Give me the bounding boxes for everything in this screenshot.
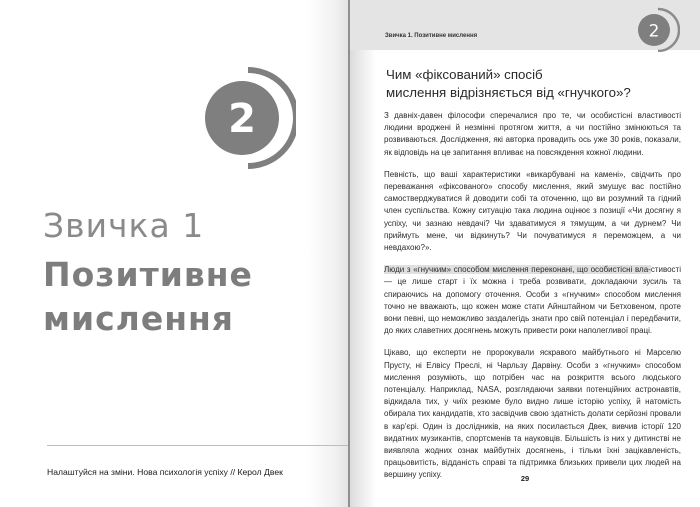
page-number: 29 bbox=[520, 474, 530, 483]
chapter-number-small-badge-icon bbox=[636, 6, 680, 52]
paragraph: З давніх-давен філософи сперечалися про те, чи особистісні властивості людини вроджені й незмінні протягом життя, а чи постійно змінюються та розвиваються. Дослідження, які авторка провадить ось уже 30 років, показали, як відповідь на це запитання впливає на повсякдення кожної людини. bbox=[384, 111, 681, 157]
paragraph: Певність, що ваші характеристики «викарбувані на камені», свідчить про переважання «фіксованого» способу мислення, який змушує вас постійно самостверджуватися й доводити собі та оточенню, що ви розумний та гідний член суспільства. Кожну ситуацію така людина оцінює з позиції «Чи досягну я успіху, чи зазнаю невдачі? Чи здаватимуся я тямущим, а чи дурнем? Чи приймуть мене, чи відкинуть? Чи почуватимуся я переможцем, а чи невдахою?». bbox=[384, 169, 681, 253]
highlighted-text[interactable]: Люди з «гнучким» способом мислення переконані, що особистісні вла- bbox=[384, 265, 651, 275]
section-title-line-2: мислення відрізняється від «гнучкого»? bbox=[386, 85, 631, 100]
chapter-title: Позитивне мислення bbox=[43, 255, 253, 338]
small-badge-number: 2 bbox=[648, 21, 660, 42]
running-header bbox=[350, 0, 700, 50]
divider bbox=[47, 445, 349, 446]
badge-number: 2 bbox=[228, 96, 256, 142]
body-text bbox=[384, 110, 681, 492]
section-title-line-1: Чим «фіксований» спосіб bbox=[386, 67, 543, 82]
chapter-kicker: Звичка 1 bbox=[43, 206, 205, 245]
section-title bbox=[386, 66, 686, 102]
right-page bbox=[350, 0, 700, 507]
paragraph-rest: стивості — це лише старт і їх можна і треба розвивати, докладаючи зусиль та спираючись на допомогу оточення. Особи з «гнучким» способом мислення точно не вважають, що кожен може стати Айнштайном чи Бетховеном, проте вони певні, що неможливо заздалегідь знати про свій потенціал і передбачити, до яких славетних досягнень можуть привести роки наполегливої праці. bbox=[384, 265, 681, 336]
book-credit: Налаштуйся на зміни. Нова психологія успіху // Керол Двек bbox=[47, 467, 283, 477]
highlighted-paragraph bbox=[384, 264, 681, 337]
left-page bbox=[0, 0, 349, 507]
chapter-number-badge-icon bbox=[202, 66, 296, 170]
running-header-text: Звичка 1. Позитивне мислення bbox=[385, 33, 478, 39]
paragraph: Цікаво, що експерти не пророкували яскравого майбутнього ні Марселю Прусту, ні Елвісу Преслі, ні Чарльзу Дарвіну. Особи з «гнучким» способом мислення розуміють, що потрібен час на розкриття всього людського потенціалу. Наприклад, NASA, розглядаючи заявки потенційних астронавтів, відкидала тих, у чиїх резюме було видно лише історію успіху, й натомість обирала тих кандидатів, хто засвідчив свою здатність долати серйозні провали в кар'єрі. Один із дослідників, на яких посилається Двек, вивчив історії 120 видатних музикантів, спортсменів та науковців. Більшість із них у дитинстві не виявляла жодних ознак майбутніх досягнень, і тільки їхні зацікавленість, працьовитість, відданість справі та підтримка близьких привели цих людей на вершину успіху. bbox=[384, 348, 681, 480]
